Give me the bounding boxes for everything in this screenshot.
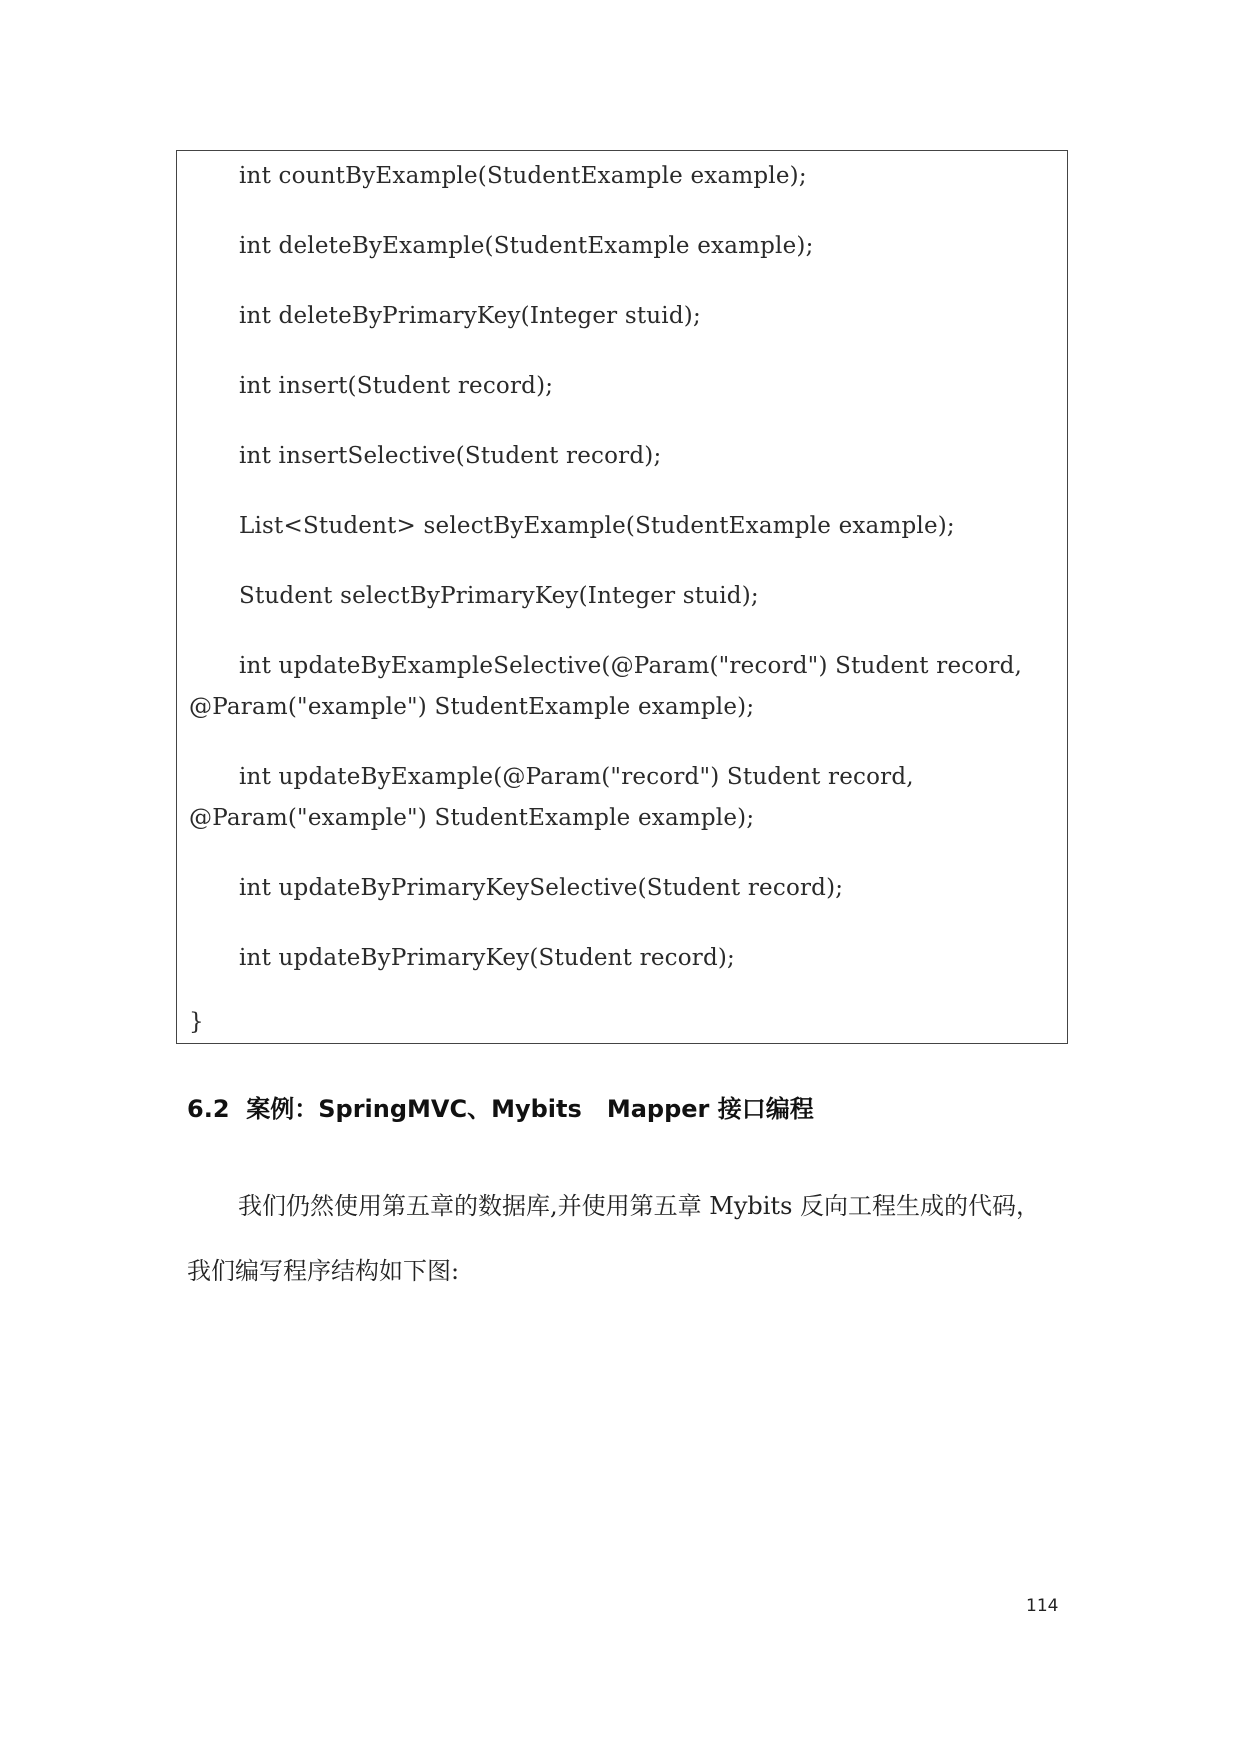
code-closing-brace: }	[189, 1009, 204, 1035]
code-line: @Param("example") StudentExample example);	[189, 805, 755, 831]
code-line: int deleteByExample(StudentExample example);	[239, 233, 814, 259]
code-line: Student selectByPrimaryKey(Integer stuid);	[239, 583, 759, 609]
code-line: int updateByPrimaryKey(Student record);	[239, 945, 736, 971]
code-line: int insertSelective(Student record);	[239, 443, 662, 469]
code-line: List<Student> selectByExample(StudentExample example);	[239, 513, 955, 539]
paragraph-line: 我们编写程序结构如下图:	[187, 1257, 460, 1285]
code-line: int updateByPrimaryKeySelective(Student record);	[239, 875, 844, 901]
code-line: int deleteByPrimaryKey(Integer stuid);	[239, 303, 701, 329]
code-line: @Param("example") StudentExample example);	[189, 694, 755, 720]
code-line: int insert(Student record);	[239, 373, 554, 399]
paragraph-line: 我们仍然使用第五章的数据库,并使用第五章 Mybits 反向工程生成的代码，	[238, 1192, 1041, 1220]
code-line: int updateByExample(@Param("record") Student record,	[239, 764, 914, 790]
section-heading: 6.2 案例：SpringMVC、Mybits Mapper 接口编程	[187, 1095, 814, 1123]
code-line: int countByExample(StudentExample example);	[239, 163, 807, 189]
code-listing	[176, 150, 1068, 1044]
page-number: 114	[1026, 1596, 1059, 1616]
code-line: int updateByExampleSelective(@Param("record") Student record,	[239, 653, 1023, 679]
